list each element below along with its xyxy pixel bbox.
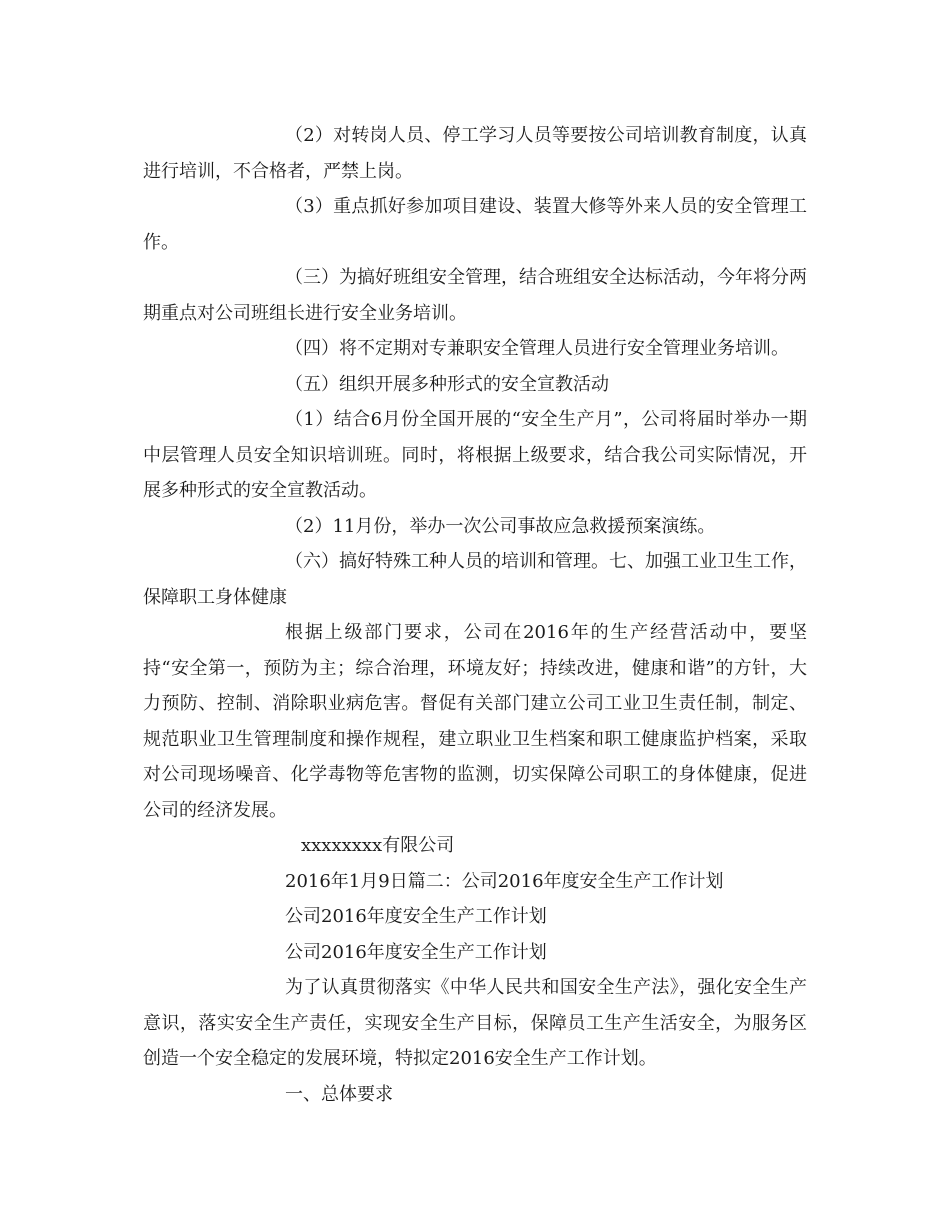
paragraph-special-workers: （六）搞好特殊工种人员的培训和管理。七、加强工业卫生工作，保障职工身体健康: [143, 551, 807, 608]
paragraph-transfer-training: （2）对转岗人员、停工学习人员等要按公司培训教育制度，认真进行培训，不合格者，严禁上岗。: [143, 125, 807, 182]
paragraph-external-personnel: （3）重点抓好参加项目建设、装置大修等外来人员的安全管理工作。: [143, 196, 807, 253]
paragraph-industrial-health: 根据上级部门要求，公司在2016年的生产经营活动中，要坚持“安全第一，预防为主；综合治理，环境友好；持续改进，健康和谐”的方针，大力预防、控制、消除职业病危害。督促有关部门建立公司工业卫生责任制，制定、规范职业卫生管理制度和操作规程，建立职业卫生档案和职工健康监护档案，采取对公司现场噪音、化学毒物等危害物的监测，切实保障公司职工的身体健康，促进公司的经济发展。: [143, 622, 807, 821]
plan-title-2: 公司2016年度安全生产工作计划: [285, 941, 547, 963]
paragraph-plan-intro: 为了认真贯彻落实《中华人民共和国安全生产法》，强化安全生产意识，落实安全生产责任，实现安全生产目标，保障员工生产生活安全，为服务区创造一个安全稳定的发展环境，特拟定2016安全生产工作计划。: [143, 977, 807, 1069]
paragraph-team-safety: （三）为搞好班组安全管理，结合班组安全达标活动，今年将分两期重点对公司班组长进行安全业务培训。: [143, 267, 807, 324]
plan-title-1: 公司2016年度安全生产工作计划: [285, 906, 547, 927]
paragraph-safety-month: （1）结合6月份全国开展的“安全生产月”，公司将届时举办一期中层管理人员安全知识培训班。同时，将根据上级要求，结合我公司实际情况，开展多种形式的安全宣教活动。: [143, 409, 807, 501]
paragraph-emergency-drill: （2）11月份，举办一次公司事故应急救援预案演练。: [285, 515, 716, 537]
date-and-section-two: 2016年1月9日篇二：公司2016年度安全生产工作计划: [285, 870, 724, 892]
section-heading-general-requirements: 一、总体要求: [285, 1083, 393, 1105]
paragraph-safety-staff-training: （四）将不定期对专兼职安全管理人员进行安全管理业务培训。: [285, 338, 789, 359]
document-body: [143, 118, 807, 1112]
paragraph-publicity-heading: （五）组织开展多种形式的安全宣教活动: [285, 373, 609, 395]
company-signature: xxxxxxxx有限公司: [301, 835, 455, 856]
